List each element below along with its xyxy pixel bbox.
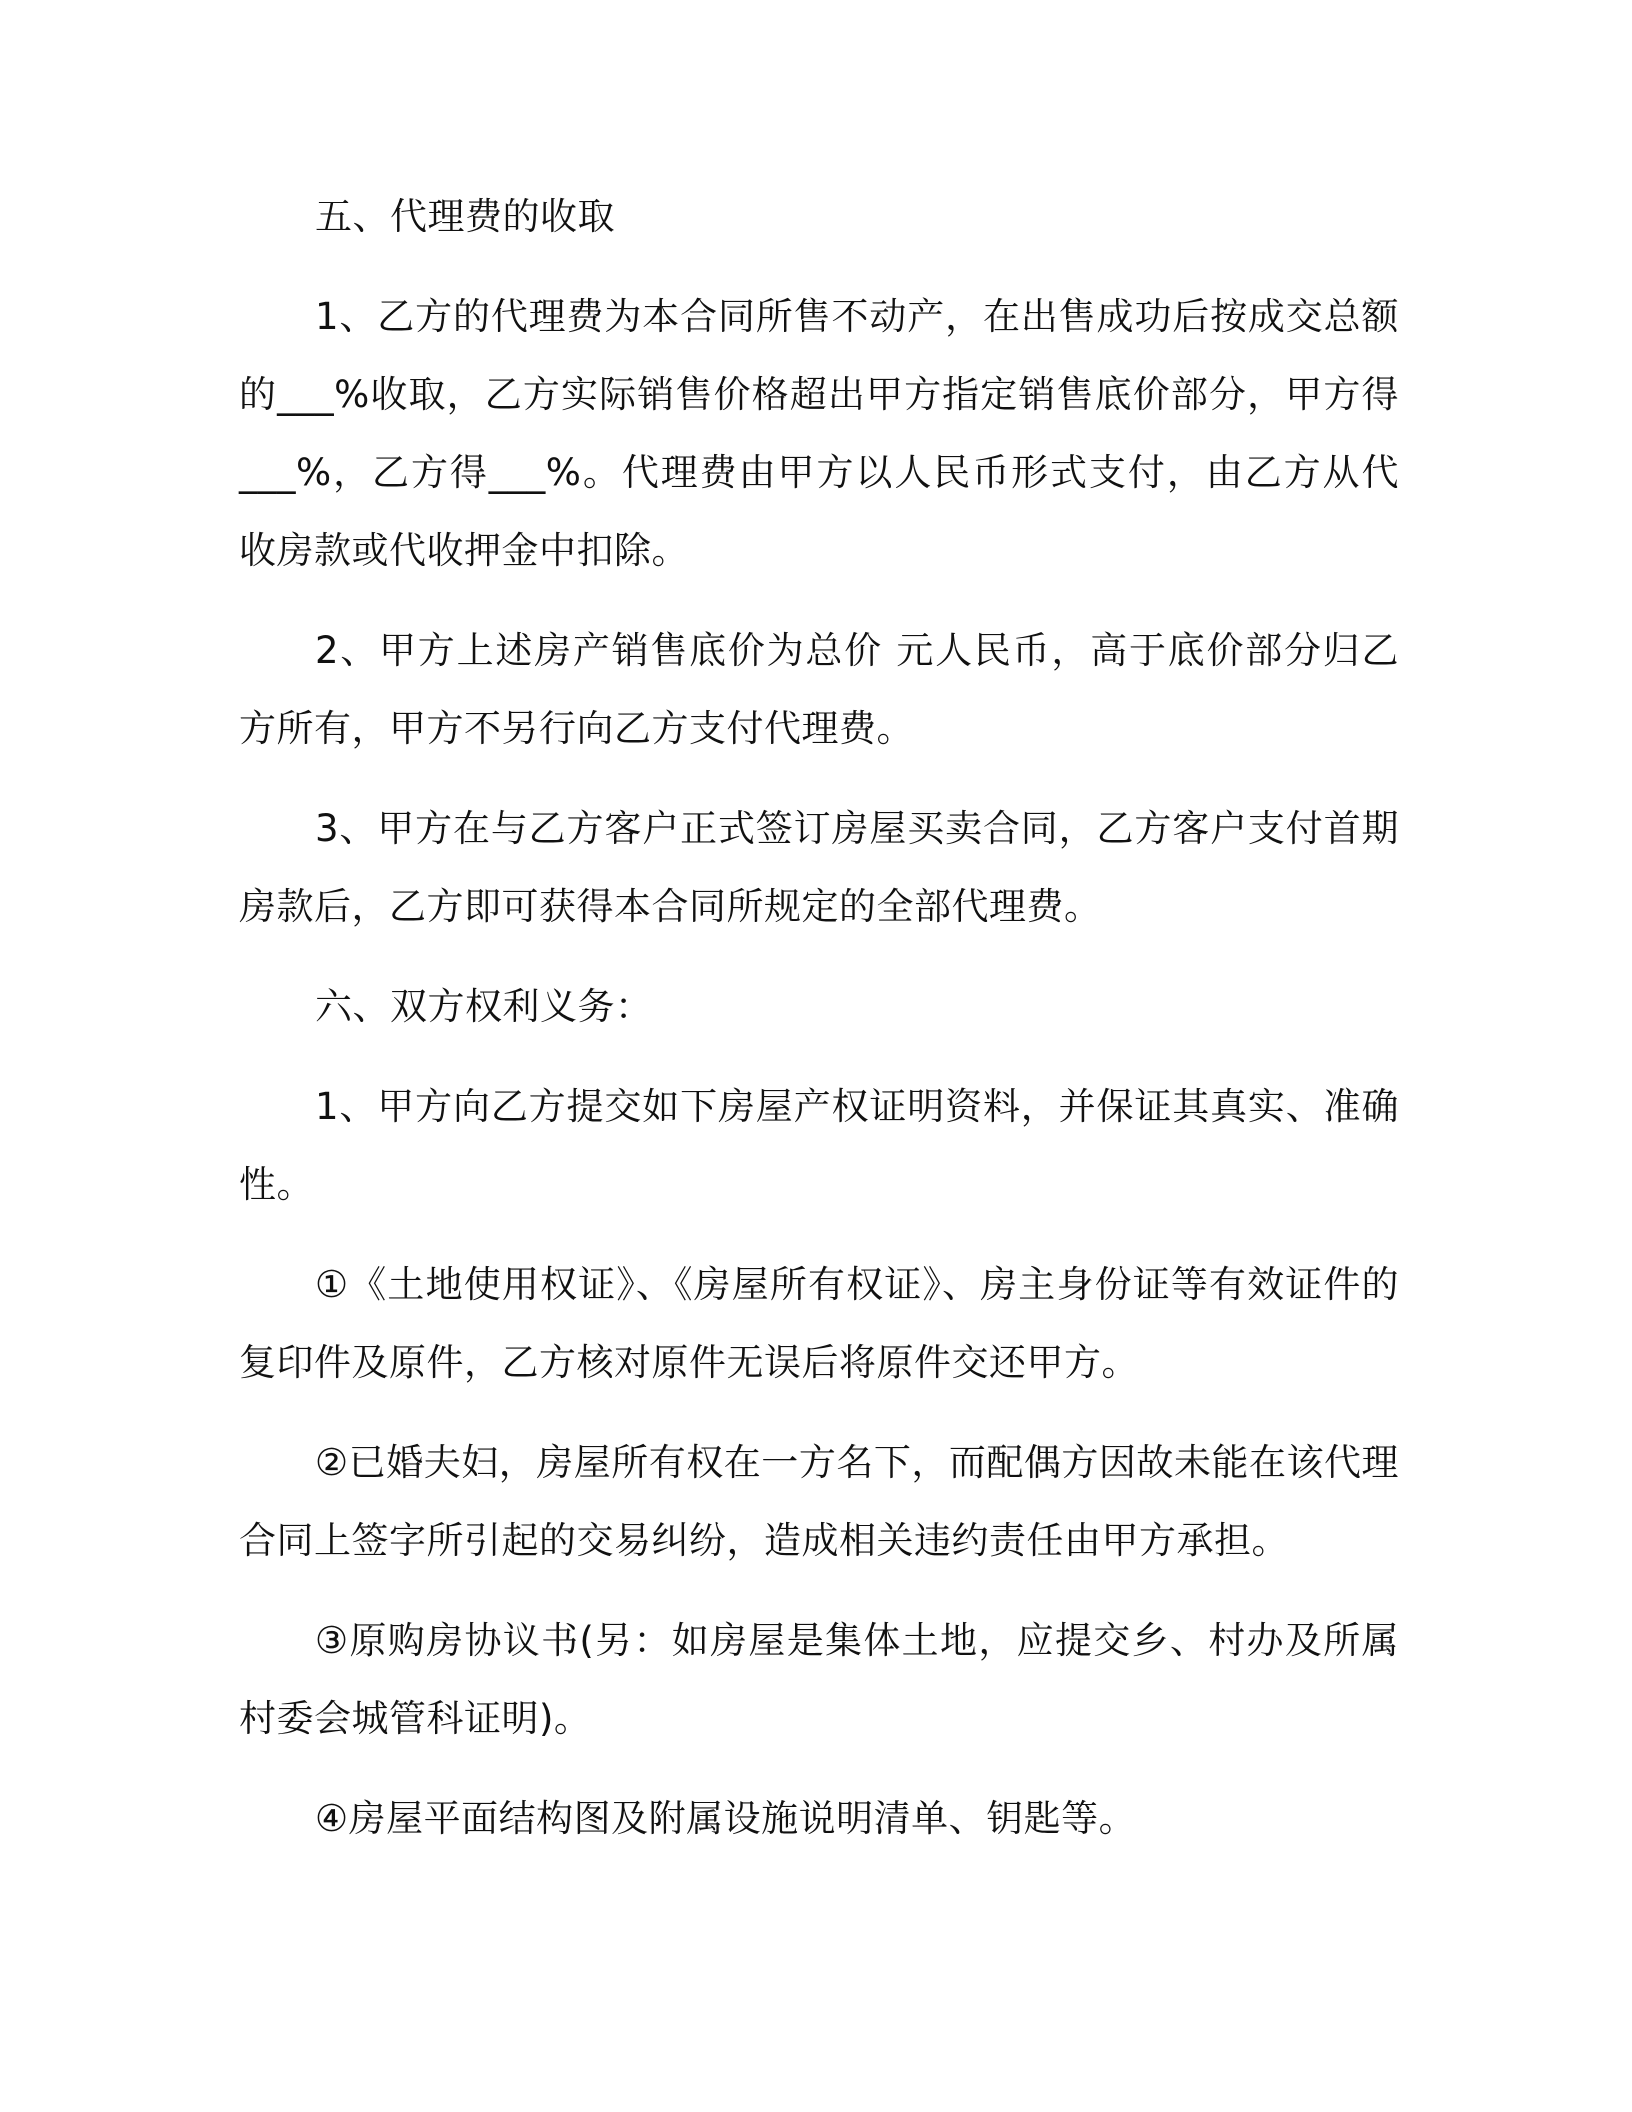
section-5-heading: 五、代理费的收取 [315, 195, 615, 238]
section-6-item-2: ②已婚夫妇，房屋所有权在一方名下，而配偶方因故未能在该代理合同上签字所引起的交易纠纷，造成相关违约责任由甲方承担。 [239, 1441, 1399, 1562]
section-6-item-3: ③原购房协议书(另：如房屋是集体土地，应提交乡、村办及所属村委会城管科证明)。 [239, 1619, 1399, 1740]
section-6-paragraph-1: 1、甲方向乙方提交如下房屋产权证明资料，并保证其真实、准确性。 [239, 1085, 1399, 1206]
document-body [239, 178, 1399, 1858]
section-5-paragraph-3: 3、甲方在与乙方客户正式签订房屋买卖合同，乙方客户支付首期房款后，乙方即可获得本合同所规定的全部代理费。 [239, 807, 1399, 928]
section-6-item-1: ①《土地使用权证》、《房屋所有权证》、房主身份证等有效证件的复印件及原件，乙方核对原件无误后将原件交还甲方。 [239, 1263, 1399, 1384]
section-5-paragraph-1: 1、乙方的代理费为本合同所售不动产，在出售成功后按成交总额的___%收取，乙方实际销售价格超出甲方指定销售底价部分，甲方得___%，乙方得___%。代理费由甲方以人民币形式支付，由乙方从代收房款或代收押金中扣除。 [239, 295, 1399, 572]
section-6-heading: 六、双方权利义务： [315, 985, 653, 1028]
section-5-paragraph-2: 2、甲方上述房产销售底价为总价 元人民币，高于底价部分归乙方所有，甲方不另行向乙方支付代理费。 [239, 629, 1399, 750]
section-6-item-4: ④房屋平面结构图及附属设施说明清单、钥匙等。 [315, 1797, 1137, 1840]
